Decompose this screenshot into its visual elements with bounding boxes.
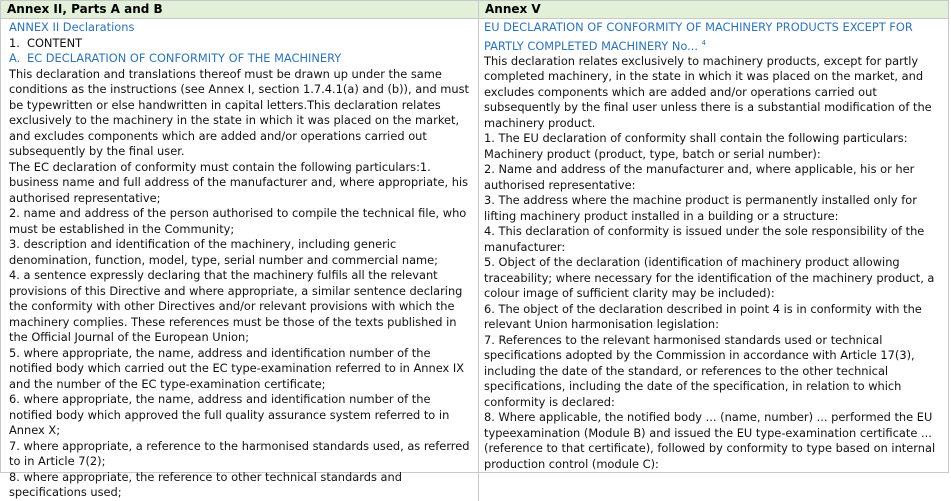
subheading-letter: A. [9,51,21,65]
table-header-row [1,1,948,19]
header-annex-ii: Annex II, Parts A and B [1,1,479,18]
right-paragraph-2: 1. The EU declaration of conformity shall contain the following particulars: Machinery product (product, type, batch or serial number): [484,131,908,161]
right-paragraph-1: This declaration relates exclusively to machinery products, except for partly completed machinery, in the state in which it was placed on the market, and excludes components which are added and/or operations carried out subsequently by the final user unless there is a substantial modification of the machinery product. [484,53,932,130]
right-paragraph-8: 7. References to the relevant harmonised standards used or technical specifications adopted by the Commission in accordance with Article 17(3), including the date of the standard, or references to the other technical specifications, including the date of the specification, in relation to which conformity is declared: [484,332,915,409]
left-column [1,19,479,501]
left-heading: ANNEX II Declarations [9,20,135,34]
right-column [479,19,948,501]
right-paragraph-5: 4. This declaration of conformity is issued under the sole responsibility of the manufacturer: [484,224,925,254]
left-paragraph-6: 5. where appropriate, the name, address and identification number of the notified body which carried out the EC type-examination referred to in Annex IX and the number of the EC type-examination certificate; [9,345,465,391]
right-paragraph-6: 5. Object of the declaration (identification of machinery product allowing traceability; where necessary for the identification of the machinery product, a colour image of sufficient clarity may be included): [484,255,935,301]
right-heading-text: EU DECLARATION OF CONFORMITY OF MACHINERY PRODUCTS EXCEPT FOR PARTLY COMPLETED MACHINERY No... [484,20,913,53]
right-paragraph-3: 2. Name and address of the manufacturer and, where applicable, his or her authorised representative: [484,162,915,192]
left-paragraph-8: 7. where appropriate, a reference to the harmonised standards used, as referred to in Article 7(2); [9,438,470,468]
left-paragraph-2: The EC declaration of conformity must contain the following particulars:1. business name and full address of the manufacturer and, where appropriate, his authorised representative; [9,159,469,205]
left-paragraph-4: 3. description and identification of the machinery, including generic denomination, function, model, type, serial number and commercial name; [9,237,438,267]
content-number: 1. [9,35,20,50]
left-paragraph-9: 8. where appropriate, the reference to other technical standards and specifications used; [9,469,402,499]
content-label: CONTENT [27,35,83,50]
right-paragraph-4: 3. The address where the machine product is permanently installed only for lifting machinery product installed in a building or a structure: [484,193,917,223]
left-paragraph-3: 2. name and address of the person authorised to compile the technical file, who must be established in the Community; [9,206,467,236]
content-line [9,36,474,52]
table-body-row [1,19,948,501]
header-annex-v: Annex V [485,2,541,16]
left-paragraph-5: 4. a sentence expressly declaring that the machinery fulfils all the relevant provisions of this Directive and where appropriate, a similar sentence declaring the conformity with other Directives and/or relevant provisions with which the machinery complies. These references must be those of the texts published in the Official Journal of the European Union; [9,268,463,344]
subheading-text: EC DECLARATION OF CONFORMITY OF THE MACHINERY [27,51,342,65]
right-paragraph-7: 6. The object of the declaration described in point 4 is in conformity with the relevant Union harmonisation legislation: [484,301,922,332]
footnote-marker: 4 [701,38,707,47]
left-paragraph-7: 6. where appropriate, the name, address and identification number of the notified body which approved the full quality assurance system referred to in Annex X; [9,392,450,437]
right-paragraph-9: 8. Where applicable, the notified body ... (name, number) ... performed the EU typeexamination (Module B) and issued the EU type-examination certificate ... (reference to that certificate), followed by conformity to type based on internal production control (module C): [484,410,936,471]
subheading-line [9,51,474,67]
right-heading [484,20,944,54]
left-paragraph-1: This declaration and translations thereof must be drawn up under the same conditions as the instructions (see Annex I, section 1.7.4.1(a) and (b)), and must be typewritten or else handwritten in capital letters.This declaration relates exclusively to the machinery in the state in which it was placed on the market, and excludes components which are added and/or operations carried out subsequently by the final user. [9,66,470,158]
